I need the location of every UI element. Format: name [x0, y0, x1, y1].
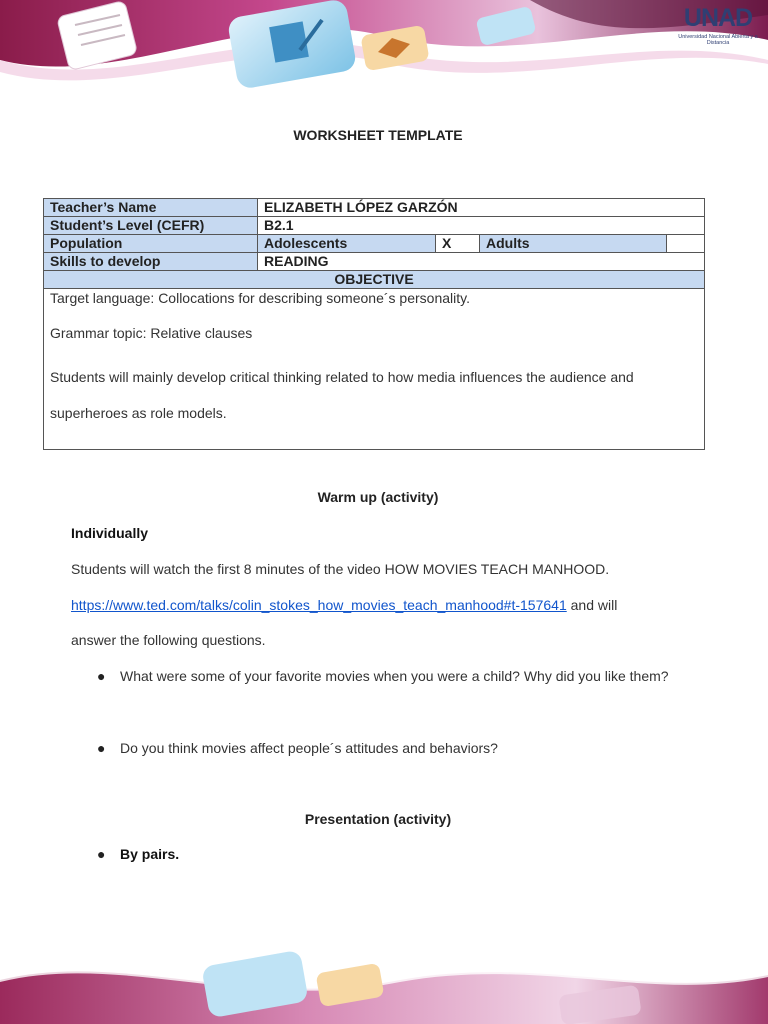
warmup-after-link: answer the following questions. [71, 632, 266, 648]
population-empty-cell [667, 235, 705, 253]
bullet-dot: ● [97, 740, 106, 756]
logo-subtitle: Universidad Nacional Abierta y a Distancia [678, 34, 758, 46]
level-value: B2.1 [258, 217, 705, 235]
question-item: What were some of your favorite movies when you were a child? Why did you like them? [120, 668, 669, 684]
objective-body-row [44, 289, 705, 450]
page-title: WORKSHEET TEMPLATE [293, 127, 463, 143]
warmup-link-line [71, 597, 617, 613]
population-mark: X [436, 235, 480, 253]
skills-row [44, 253, 705, 271]
level-row [44, 217, 705, 235]
population-option-adults: Adults [480, 235, 667, 253]
objective-line: Target language: Collocations for describing someone´s personality. [50, 290, 470, 306]
bullet-dot: ● [97, 846, 106, 862]
after-link-text: and will [566, 597, 618, 613]
logo-name: UNAD [683, 4, 753, 32]
presentation-heading: Presentation (activity) [304, 811, 452, 827]
presentation-item: By pairs. [120, 846, 180, 862]
population-row [44, 235, 705, 253]
skills-value: READING [258, 253, 705, 271]
info-table [43, 198, 705, 450]
level-label: Student’s Level (CEFR) [44, 217, 258, 235]
warmup-mode: Individually [71, 525, 149, 541]
objective-line: Students will mainly develop critical thinking related to how media influences the audience and superheroes as role models. [50, 369, 634, 421]
teacher-label: Teacher’s Name [44, 199, 258, 217]
unad-logo [678, 4, 758, 54]
question-item: Do you think movies affect people´s attitudes and behaviors? [120, 740, 498, 756]
population-option-adolescents: Adolescents [258, 235, 436, 253]
ted-talk-link[interactable]: https://www.ted.com/talks/colin_stokes_how_movies_teach_manhood#t-157641 [71, 597, 567, 613]
teacher-value: ELIZABETH LÓPEZ GARZÓN [258, 199, 705, 217]
header-banner [0, 0, 768, 120]
objective-header-row [44, 271, 705, 289]
teacher-row [44, 199, 705, 217]
objective-body [44, 289, 705, 450]
bullet-dot: ● [97, 668, 106, 684]
objective-line: Grammar topic: Relative clauses [50, 325, 253, 341]
skills-label: Skills to develop [44, 253, 258, 271]
footer-banner [0, 940, 768, 1024]
objective-header: OBJECTIVE [44, 271, 705, 289]
warmup-intro: Students will watch the first 8 minutes of the video HOW MOVIES TEACH MANHOOD. [71, 561, 610, 577]
warmup-heading: Warm up (activity) [317, 489, 439, 505]
population-label: Population [44, 235, 258, 253]
